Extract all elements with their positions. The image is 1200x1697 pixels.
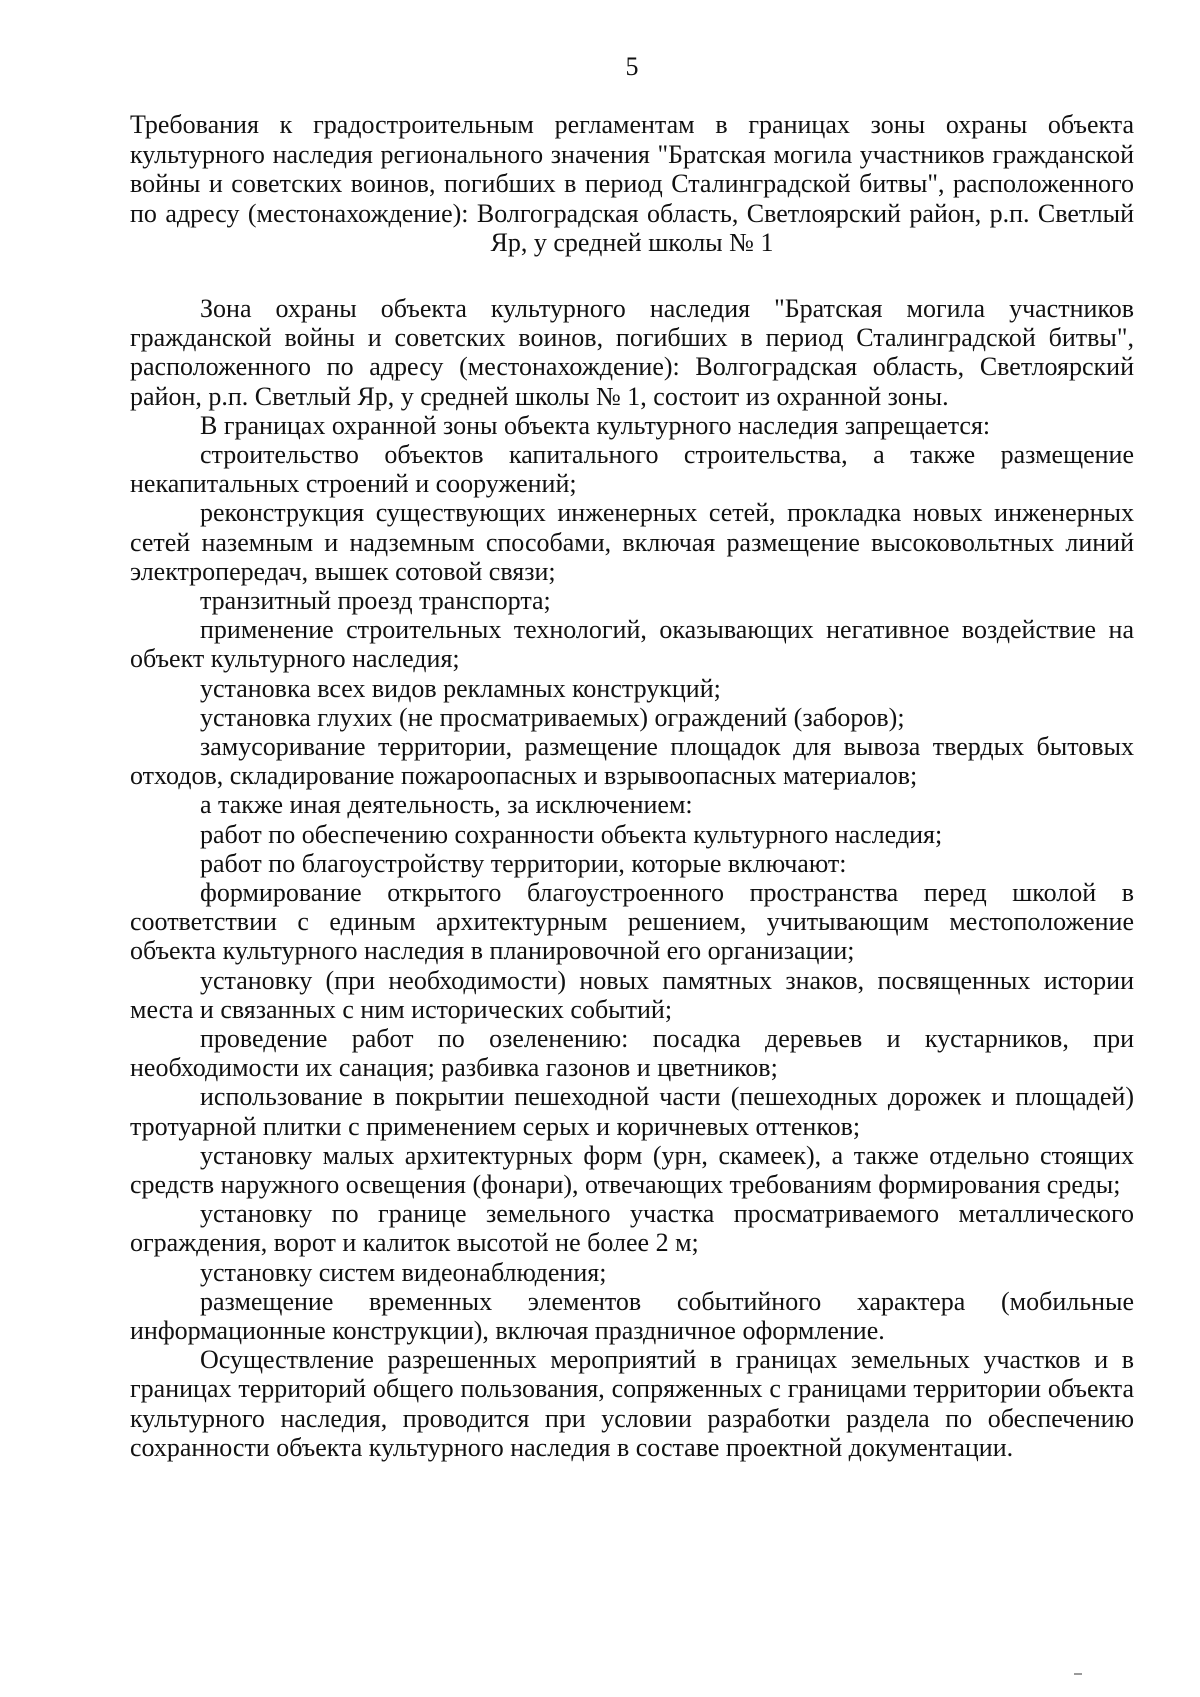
exception-item: работ по обеспечению сохранности объекта культурного наследия;	[200, 819, 943, 849]
closing-paragraph: Осуществление разрешенных мероприятий в границах земельных участков и в границах территорий общего пользования, сопряженных с границами территории объекта культурного наследия, проводится при условии разработки раздела по обеспечению сохранности объекта культурного наследия в составе проектной документации.	[130, 1345, 1134, 1462]
prohibited-item: замусоривание территории, размещение площадок для вывоза твердых бытовых отходов, складирование пожароопасных и взрывоопасных материалов;	[130, 732, 1134, 791]
prohibited-heading: В границах охранной зоны объекта культурного наследия запрещается:	[200, 410, 991, 440]
improvement-item: проведение работ по озеленению: посадка деревьев и кустарников, при необходимости их санация; разбивка газонов и цветников;	[130, 1024, 1134, 1083]
prohibited-item: установка глухих (не просматриваемых) ограждений (заборов);	[200, 702, 905, 732]
improvement-item: установку малых архитектурных форм (урн, скамеек), а также отдельно стоящих средств наружного освещения (фонари), отвечающих требованиям формирования среды;	[130, 1140, 1134, 1200]
prohibited-item: а также иная деятельность, за исключением:	[200, 790, 693, 820]
improvement-item: установку по границе земельного участка просматриваемого металлического ограждения, ворот и калиток высотой не более 2 м;	[130, 1199, 1134, 1258]
improvement-item: формирование открытого благоустроенного пространства перед школой в соответствии с единым архитектурным решением, учитывающим местоположение объекта культурного наследия в планировочной его организации;	[130, 878, 1134, 966]
scan-artifact-mark	[1074, 1673, 1082, 1675]
page-number: 5	[625, 52, 639, 81]
prohibited-item: установка всех видов рекламных конструкций;	[200, 673, 721, 703]
exception-item: работ по благоустройству территории, которые включают:	[200, 848, 847, 878]
prohibited-item: транзитный проезд транспорта;	[200, 586, 551, 615]
improvement-item: установку (при необходимости) новых памятных знаков, посвященных истории места и связанных с ним исторических событий;	[130, 965, 1134, 1024]
document-page	[130, 52, 1134, 1462]
improvement-item: установку систем видеонаблюдения;	[200, 1257, 607, 1287]
improvement-item: использование в покрытии пешеходной части (пешеходных дорожек и площадей) тротуарной плитки с применением серых и коричневых оттенков;	[130, 1082, 1134, 1141]
improvement-item: размещение временных элементов событийного характера (мобильные информационные конструкции), включая праздничное оформление.	[130, 1286, 1134, 1346]
intro-paragraph: Зона охраны объекта культурного наследия "Братская могила участников гражданской войны и советских воинов, погибших в период Сталинградской битвы", расположенного по адресу (местонахождение): Волгоградская область, Светлоярский район, р.п. Светлый Яр, у средней школы № 1, состоит из охранной зоны.	[130, 293, 1134, 411]
prohibited-item: применение строительных технологий, оказывающих негативное воздействие на объект культурного наследия;	[130, 615, 1134, 674]
document-title: Требования к градостроительным регламентам в границах зоны охраны объекта культурного наследия регионального значения "Братская могила участников гражданской войны и советских воинов, погибших в период Сталинградской битвы", расположенного по адресу (местонахождение): Волгоградская область, Светлоярский район, р.п. Светлый Яр, у средней школы № 1	[130, 110, 1134, 258]
prohibited-item: реконструкция существующих инженерных сетей, прокладка новых инженерных сетей наземным и надземным способами, включая размещение высоковольтных линий электропередач, вышек сотовой связи;	[130, 498, 1134, 586]
prohibited-item: строительство объектов капитального строительства, а также размещение некапитальных строений и сооружений;	[130, 439, 1134, 499]
document-body	[130, 294, 1134, 1462]
